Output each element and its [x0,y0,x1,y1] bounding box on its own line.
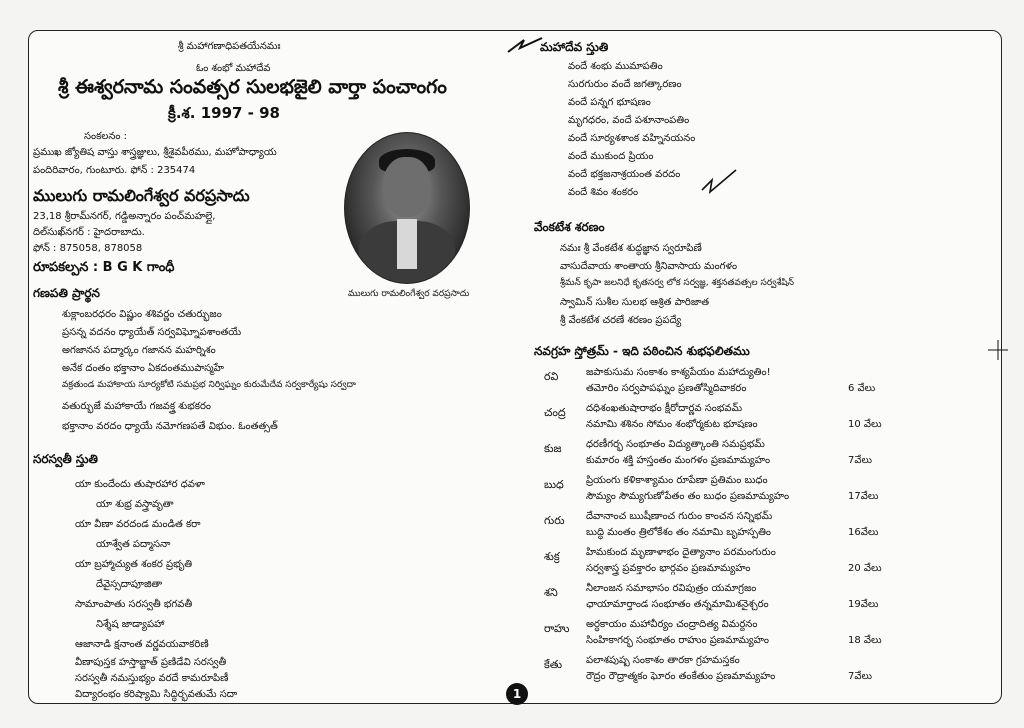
photo-caption: ములుగు రామలింగేశ్వర వరప్రసాదు [348,289,470,299]
planet-name: కేతు [544,658,563,671]
compiler-address: పందిరివారం, గుంటూరు. ఫోన్ : 235474 [33,165,196,176]
ganapati-line: ప్రసన్న వదనం ధ్యాయేత్ సర్వవిఘ్నోపశాంతయే [62,327,242,338]
sloka-line: నీలాంజన సమాభాసం రవిపుత్రం యమాగ్రజం [586,583,757,594]
planet-name: రవి [544,370,559,383]
sloka-line: జపాకుసుమ సంకాశం కాశ్యపేయం మహాద్యుతిం! [586,367,771,378]
sloka-line: పలాశపుష్ప సంకాశం తారకా గ్రహమస్తకం [586,655,740,666]
saraswati-line: యా కుందేందు తుషారహార ధవళా [75,479,205,490]
saraswati-line: నిశ్శేష జాడ్యాపహా [96,619,165,630]
sloka-line: కుమారం శక్తి హస్తంతం మంగళం ప్రణమామ్యహం [586,455,771,466]
venkatesa-line: నమః శ్రీ వేంకటేశ శుద్ధజ్ఞాన స్వరూపిణే [560,243,702,254]
sloka-line: నమామి శశినం సోమం శంభోర్మకుట భూషణం [586,419,758,430]
ganapati-line: వక్రతుండ మహాకాయ సూర్యకోటి సమప్రభ నిర్విఘ్నం కురుమేదేవ సర్వకార్యేషు సర్వదా [62,380,356,390]
sloka-line: హిమకుంద మృణాళాభం దైత్యానాం పరమంగురుం [586,547,776,558]
crop-mark [988,340,1008,360]
saraswati-line: సామాంపాతు సరస్వతీ భగవతీ [75,599,193,610]
sloka-line: సింహికాగర్భ సంభూతం రాహుం ప్రణమామ్యహం [586,635,769,646]
om-line: ఓం శంభో మహాదేవ [196,63,271,74]
ganapati-line: వతుర్భుజే మహాకాయే గజవక్త్ర శుభకరం [62,401,211,412]
compiler-desc: ప్రముఖ జ్యోతిష వాస్తు శాస్త్రజ్ఞులు, శ్రీశైవపీఠము, మహోపాధ్యాయ [33,147,277,158]
japa-count: 7వేలు [848,455,873,466]
ganapati-line: భక్తానాం వరదం ధ్యాయే నమోగణపతే విభుం. ఓంతత్సత్ [62,421,278,432]
page-number: 1 [506,683,528,705]
japa-count: 16వేలు [848,527,879,538]
sloka-line: సర్వశాస్త్ర ప్రవక్తారం భార్గవం ప్రణమామ్యహం [586,563,751,574]
planet-name: గురు [544,514,565,527]
ganapati-title: గణపతి ప్రార్థన [33,286,100,300]
venkatesa-title: వేంకటేశ శరణం [534,220,605,234]
mahadeva-line: వందే ముకుంద ప్రియం [568,151,654,162]
japa-count: 20 వేలు [848,563,882,574]
sloka-line: సౌమ్యం సౌమ్యగుణోపేతం తం బుధం ప్రణమామ్యహం [586,491,790,502]
saraswati-line: దేవైస్సదాపూజితా [96,579,163,590]
address-line-2: దిల్‌సుఖ్‌నగర్ : హైదరాబాదు. [33,227,145,238]
planet-name: రాహు [544,622,570,635]
page-title: శ్రీ ఈశ్వరనామ సంవత్సర సులభజైలి వార్తా పంచాంగం [58,76,447,98]
saraswati-line: యా శుభ్ర వస్త్రావృతా [96,499,174,510]
venkatesa-line: వాసుదేవాయ శాంతాయ శ్రీనివాసాయ మంగళం [560,261,738,272]
sloka-line: ప్రియంగు కళికాశ్యామం రూపేణా ప్రతిమం బుధం [586,475,768,486]
saraswati-line: యా వీణా వరదండ మండిత కరా [75,519,201,530]
venkatesa-line: స్వామిన్ సుశీల సులభ ఆశ్రిత పారిజాత [560,297,710,308]
author-name: ములుగు రామలింగేశ్వర వరప్రసాదు [33,186,250,205]
mahadeva-line: మృగధరం, వందే పశూనాంపతిం [568,115,690,126]
planet-name: శుక్ర [544,550,560,563]
japa-count: 10 వేలు [848,419,882,430]
address-line-1: 23,18 శ్రీరామ్‌నగర్, గడ్డిఅన్నారం పంచ్‌మహల్లై, [33,211,216,222]
ganapati-line: శుక్లాంబరధరం విష్ణుం శశివర్ణం చతుర్భుజం [62,309,222,320]
navagraha-title: నవగ్రహ స్తోత్రమ్ - ఇది పఠించిన శుభఫలితము [534,344,750,358]
mahadeva-line: వందే పన్నగ భూషణం [568,97,651,108]
checkmark-doodle [700,166,740,196]
planet-name: కుజ [544,442,562,455]
mahadeva-line: వందే శివం శంకరం [568,187,639,198]
mahadeva-line: వందే భక్తజనాశ్రయంత వరదం [568,169,681,180]
venkatesa-line: శ్రీమన్ కృపా జలనిధే కృతసర్వ లోక సర్వజ్ఞ, శక్తనతవత్సల సర్వశేషిన్ [560,278,795,288]
sloka-line: దేవానాంచ ఋషీణాంచ గురుం కాంచన సన్నిభమ్ [586,511,773,522]
sloka-line: ఛాయామార్తాండ సంభూతం తన్నమామిశనైశ్చరం [586,599,769,610]
sloka-line: ధరణీగర్భ సంభూతం విద్యుత్కాంతి సమప్రభమ్ [586,439,765,450]
saraswati-line: వీణాపుస్తక హస్తాబ్జాత్ ప్రణిడేవి సరస్వతీ [75,657,227,668]
year: క్రీ.శ. 1997 - 98 [168,104,280,122]
sloka-line: బుద్ధి మంతం త్రిలోకేశం తం నమామి బృహస్పతిం [586,527,771,538]
venkatesa-line: శ్రీ వేంకటేశ చరణే శరణం ప్రపద్యే [560,315,682,326]
saraswati-line: యాశ్వేత పద్మాసనా [96,539,171,550]
mahadeva-line: వందే సూర్యశశాంక వహ్నినయనం [568,133,696,144]
japa-count: 7వేలు [848,671,873,682]
compiler-label: సంకలనం : [84,131,128,142]
saraswati-line: యా బ్రహ్మాచ్యుత శంకర ప్రభృతి [75,559,193,570]
design-credit: రూపకల్పన : B G K గాంధీ [33,260,175,275]
saraswati-line: ఆజానాడి క్షనాంత వర్ణవయవాకరిణి [75,639,209,650]
sloka-line: తమోరిం సర్వపాపఘ్నం ప్రణతోస్మిదివాకరం [586,383,747,394]
japa-count: 18 వేలు [848,635,882,646]
mahadeva-title: మహాదేవ స్తుతి [540,40,609,54]
ganapati-line: అనేక దంతం భక్తానాం ఏకదంతముపాస్మహే [62,363,224,374]
japa-count: 6 వేలు [848,383,876,394]
saraswati-line: సరస్వతీ నమస్తుభ్యం వరదే కామరూపిణీ [75,673,229,684]
sloka-line: రౌద్రం రౌద్రాత్మకం ఘోరం తంకేతుం ప్రణమామ్యహం [586,671,776,682]
saraswati-title: సరస్వతీ స్తుతి [33,452,98,466]
mahadeva-line: సురగురుం వందే జగత్కారణం [568,79,682,90]
invocation: శ్రీ మహాగణాధిపతయేనమః [178,41,281,52]
mahadeva-line: వందే శంభు ముమాపతిం [568,61,663,72]
saraswati-line: విద్యారంభం కరిష్యామి సిద్ధిర్భవతుమే సదా [75,689,238,700]
phone: ఫోన్ : 875058, 878058 [33,243,143,254]
sloka-line: దధిశంఖతుషారాభం క్షీరోదార్ణవ సంభవమ్ [586,403,743,414]
ganapati-line: అగజానన పద్మార్కం గజానన మహర్నిశం [62,345,216,356]
planet-name: బుధ [544,478,564,491]
japa-count: 17వేలు [848,491,879,502]
sloka-line: అర్ధకాయం మహావీర్యం చంద్రాదిత్య విమర్దనం [586,619,758,630]
japa-count: 19వేలు [848,599,879,610]
author-photo [344,132,470,284]
planet-name: చంద్ర [544,406,566,419]
planet-name: శని [544,586,558,599]
